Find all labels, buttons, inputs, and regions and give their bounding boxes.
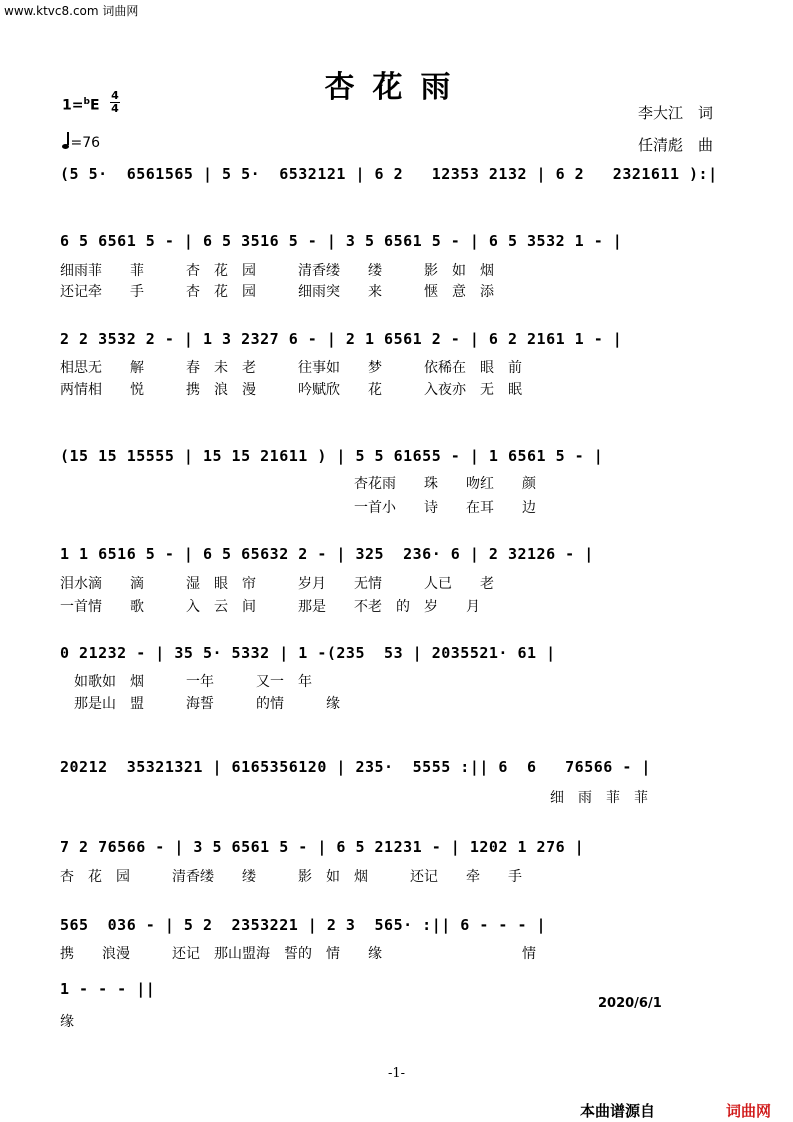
score-row-4: (15 15 15555 | 15 15 21611 ) | 5 5 61655 - | 1 6561 5 - | xyxy=(60,447,604,465)
score-row-3: 2 2 3532 2 - | 1 3 2327 6 - | 2 1 6561 2 - | 6 2 2161 1 - | xyxy=(60,330,623,348)
score-row-1: (5 5· 6561565 | 5 5· 6532121 | 6 2 12353 2132 | 6 2 2321611 ):| xyxy=(60,165,718,183)
lyrics-row-8: 杏 花 园 清香缕 缕 影 如 烟 还记 牵 手 xyxy=(60,869,522,885)
lyrics-row-4-verse-2: 一首小 诗 在耳 边 xyxy=(60,500,536,516)
key-flat: b xyxy=(83,97,90,107)
lyrics-row-4-verse-1: 杏花雨 珠 吻红 颜 xyxy=(60,476,536,492)
song-title: 杏花雨 xyxy=(324,70,469,105)
source-label: 本曲谱源自 xyxy=(580,1102,656,1120)
score-date: 2020/6/1 xyxy=(598,996,662,1011)
score-row-10: 1 - - - || xyxy=(60,980,156,998)
score-row-5: 1 1 6516 5 - | 6 5 65632 2 - | 325 236· 6 | 2 32126 - | xyxy=(60,545,594,563)
lyrics-row-10: 缘 xyxy=(60,1014,74,1030)
score-row-8: 7 2 76566 - | 3 5 6561 5 - | 6 5 21231 - | 1202 1 276 | xyxy=(60,838,585,856)
page-number: -1- xyxy=(387,1066,406,1081)
lyrics-row-7: 细 雨 菲 菲 xyxy=(60,790,648,806)
key-note: E xyxy=(89,97,100,114)
key-prefix: 1= xyxy=(62,97,84,114)
lyrics-row-3-verse-2: 两情相 悦 携 浪 漫 吟赋欣 花 入夜亦 无 眠 xyxy=(60,382,522,398)
lyrics-row-3-verse-1: 相思无 解 春 未 老 往事如 梦 依稀在 眼 前 xyxy=(60,360,522,376)
time-signature xyxy=(110,90,120,115)
tempo-value: =76 xyxy=(70,135,101,151)
lyrics-row-9: 携 浪漫 还记 那山盟海 誓的 情 缘 情 xyxy=(60,946,536,962)
time-top: 4 xyxy=(111,89,119,102)
time-bottom: 4 xyxy=(111,102,119,115)
lyrics-row-5-verse-1: 泪水滴 滴 湿 眼 帘 岁月 无情 人已 老 xyxy=(60,576,494,592)
brand-logo: 词曲网 xyxy=(726,1102,772,1120)
lyrics-row-6-verse-1: 如歌如 烟 一年 又一 年 xyxy=(60,674,312,690)
lyrics-row-6-verse-2: 那是山 盟 海誓 的情 缘 xyxy=(60,696,340,712)
lyrics-row-2-verse-2: 还记牵 手 杏 花 园 细雨突 来 惬 意 添 xyxy=(60,284,494,300)
score-row-6: 0 21232 - | 35 5· 5332 | 1 -(235 53 | 2035521· 61 | xyxy=(60,644,556,662)
composer-credit: 任清彪 曲 xyxy=(638,136,714,154)
tempo-marking xyxy=(62,134,100,151)
lyrics-row-5-verse-2: 一首情 歌 入 云 间 那是 不老 的 岁 月 xyxy=(60,599,480,615)
lyrics-row-2-verse-1: 细雨菲 菲 杏 花 园 清香缕 缕 影 如 烟 xyxy=(60,263,494,279)
key-signature xyxy=(62,97,100,114)
score-row-7: 20212 35321321 | 6165356120 | 235· 5555 :|| 6 6 76566 - | xyxy=(60,758,651,776)
lyricist-credit: 李大江 词 xyxy=(638,104,714,122)
site-watermark: www.ktvc8.com 词曲网 xyxy=(4,4,139,18)
score-row-2: 6 5 6561 5 - | 6 5 3516 5 - | 3 5 6561 5 - | 6 5 3532 1 - | xyxy=(60,232,623,250)
score-row-9: 565 036 - | 5 2 2353221 | 2 3 565· :|| 6 - - - | xyxy=(60,916,547,934)
